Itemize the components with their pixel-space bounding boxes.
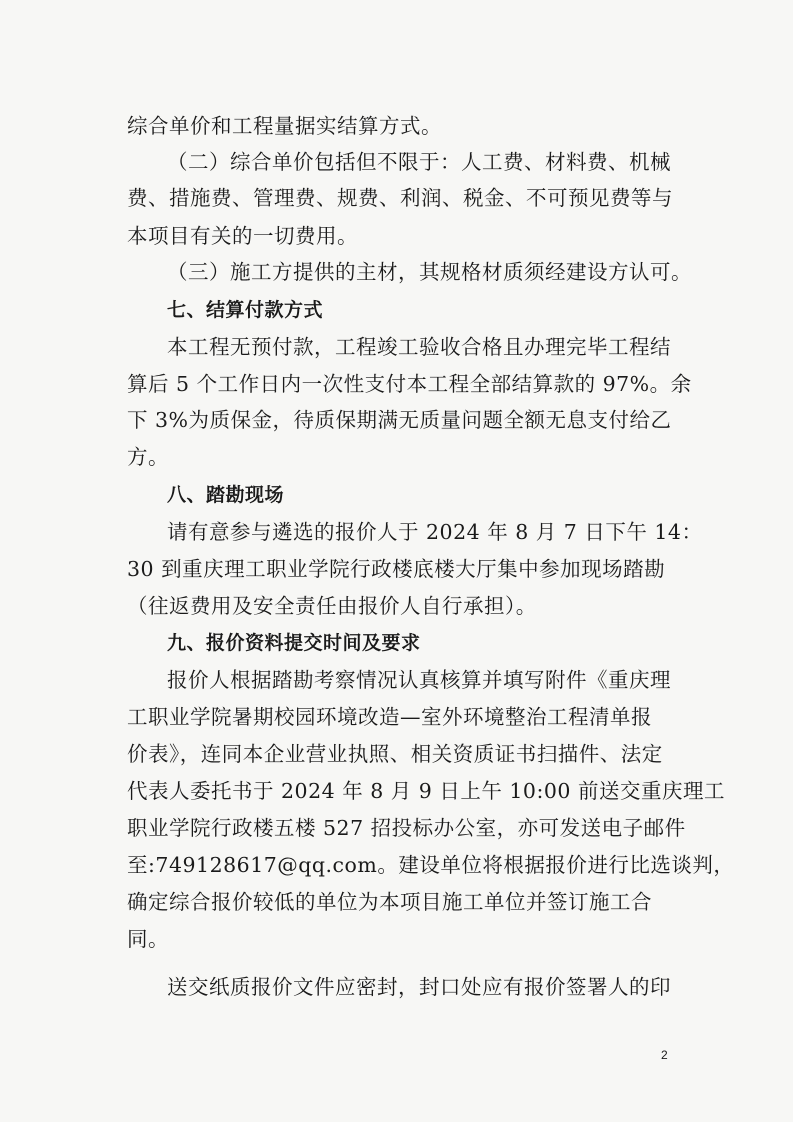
clause-three-text: （三）施工方提供的主材，其规格材质须经建设方认可。 — [167, 260, 692, 284]
body-text-line: 工职业学院暑期校园环境改造—室外环境整治工程清单报 — [127, 705, 652, 729]
body-text-line: 确定综合报价较低的单位为本项目施工单位并签订施工合 — [127, 890, 652, 914]
body-text-line: 同。 — [127, 927, 169, 951]
section-heading-settlement: 七、结算付款方式 — [167, 299, 324, 321]
body-text-line: 职业学院行政楼五楼 527 招投标办公室，亦可发送电子邮件 — [127, 816, 686, 840]
email-line: 至:749128617@qq.com。建设单位将根据报价进行比选谈判， — [127, 853, 735, 877]
body-text-line: （往返费用及安全责任由报价人自行承担）。 — [127, 594, 537, 618]
body-text-line: 下 3%为质保金，待质保期满无质量问题全额无息支付给乙 — [127, 408, 672, 432]
body-text-line: 本项目有关的一切费用。 — [127, 224, 358, 248]
body-text-line: 请有意参与遴选的报价人于 2024 年 8 月 7 日下午 14： — [167, 520, 703, 544]
clause-two-text: （二）综合单价包括但不限于：人工费、材料费、机械 — [167, 150, 671, 174]
body-text-line: 30 到重庆理工职业学院行政楼底楼大厅集中参加现场踏勘 — [127, 557, 666, 581]
section-heading-site-survey: 八、踏勘现场 — [167, 484, 285, 506]
body-text-line: 本工程无预付款，工程竣工验收合格且办理完毕工程结 — [167, 335, 671, 359]
body-text-line: 综合单价和工程量据实结算方式。 — [127, 114, 442, 138]
body-text-line: 代表人委托书于 2024 年 8 月 9 日上午 10:00 前送交重庆理工 — [127, 779, 725, 803]
body-text-line: 方。 — [127, 445, 169, 469]
page-number: 2 — [661, 1048, 668, 1062]
body-text-line: 算后 5 个工作日内一次性支付本工程全部结算款的 97%。余 — [127, 372, 692, 396]
body-text-line: 价表》，连同本企业营业执照、相关资质证书扫描件、法定 — [127, 742, 663, 766]
body-text-line: 送交纸质报价文件应密封，封口处应有报价签署人的印 — [167, 975, 671, 999]
body-text-line: 报价人根据踏勘考察情况认真核算并填写附件《重庆理 — [167, 668, 671, 692]
section-heading-submission: 九、报价资料提交时间及要求 — [167, 632, 421, 654]
body-text-line: 费、措施费、管理费、规费、利润、税金、不可预见费等与 — [127, 186, 673, 210]
